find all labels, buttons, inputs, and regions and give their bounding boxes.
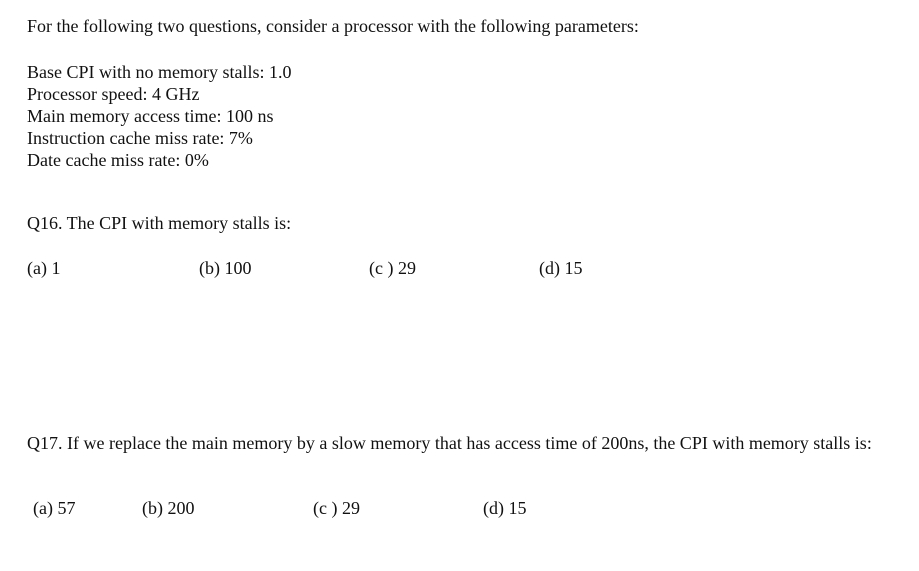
param-icache-miss-rate: Instruction cache miss rate: 7% (27, 128, 253, 148)
q16-option-d: (d) 15 (539, 258, 583, 278)
intro-text: For the following two questions, consider a processor with the following parameters: (27, 16, 639, 36)
q16-question-text: Q16. The CPI with memory stalls is: (27, 213, 292, 233)
param-memory-access-time: Main memory access time: 100 ns (27, 106, 274, 126)
param-dcache-miss-rate: Date cache miss rate: 0% (27, 150, 209, 170)
param-base-cpi: Base CPI with no memory stalls: 1.0 (27, 62, 292, 82)
q16-option-a: (a) 1 (27, 258, 61, 278)
param-processor-speed: Processor speed: 4 GHz (27, 84, 200, 104)
q17-option-d: (d) 15 (483, 498, 527, 518)
q17-option-c: (c ) 29 (313, 498, 360, 518)
q16-option-b: (b) 100 (199, 258, 252, 278)
q17-option-a: (a) 57 (33, 498, 76, 518)
q17-option-b: (b) 200 (142, 498, 195, 518)
q17-question-text: Q17. If we replace the main memory by a slow memory that has access time of 200ns, the CPI with memory stalls is: (27, 433, 872, 453)
q16-option-c: (c ) 29 (369, 258, 416, 278)
